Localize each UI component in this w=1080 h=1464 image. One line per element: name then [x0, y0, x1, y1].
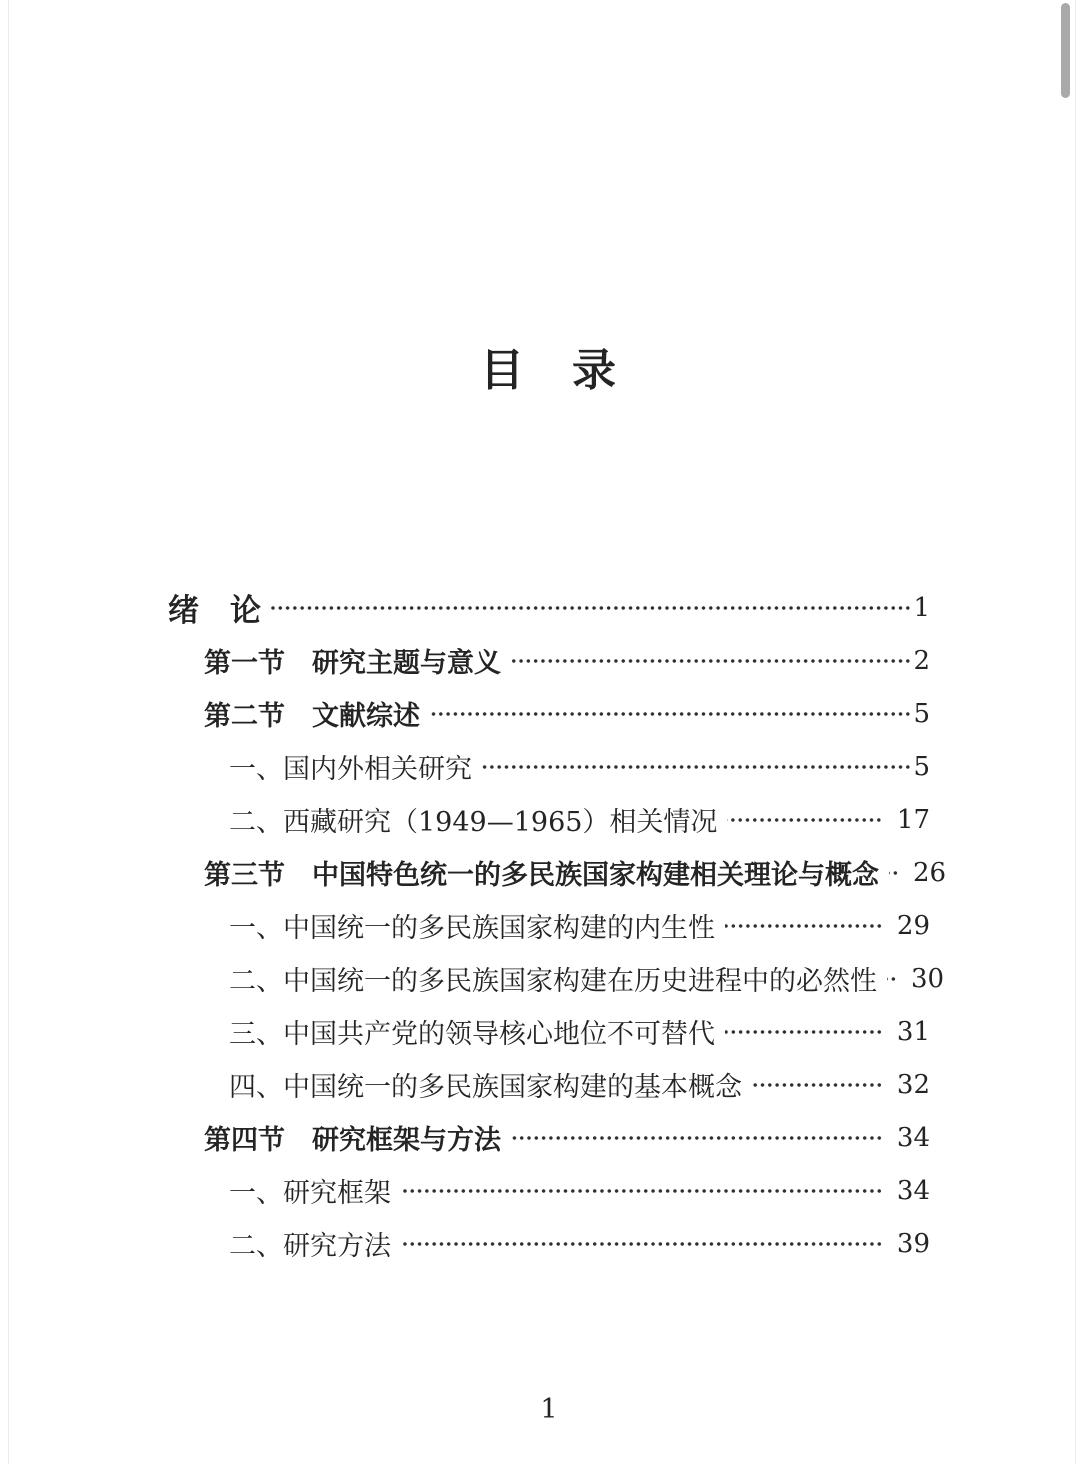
dot-leader [727, 816, 882, 824]
toc-entry-label: 二、中国统一的多民族国家构建在历史进程中的必然性 [229, 966, 877, 997]
dot-leader [511, 1134, 883, 1142]
toc-entry[interactable] [168, 899, 930, 952]
toc-entry[interactable] [168, 952, 945, 1005]
toc-entry-page-number: 5 [913, 698, 930, 729]
toc-entry-label: 一、中国统一的多民族国家构建的内生性 [229, 913, 715, 944]
toc-entry[interactable] [168, 1164, 930, 1217]
toc-entry-label: 二、研究方法 [229, 1231, 391, 1262]
toc-entry-page-number: 26 [913, 857, 947, 888]
dot-leader [511, 657, 911, 665]
toc-entry-page-number: 29 [896, 910, 930, 941]
toc-entry-label: 绪 论 [168, 593, 261, 629]
dot-leader [725, 1028, 883, 1036]
scrollbar-thumb[interactable] [1061, 3, 1070, 98]
table-of-contents [168, 581, 947, 1270]
toc-entry-label: 一、研究框架 [229, 1178, 391, 1209]
dot-leader [401, 1240, 883, 1248]
toc-entry[interactable] [168, 1217, 930, 1270]
toc-entry-page-number: 32 [896, 1069, 930, 1100]
toc-entry-page-number: 5 [913, 751, 930, 782]
page-right-edge [1075, 0, 1076, 1464]
toc-entry-page-number: 30 [911, 963, 945, 994]
toc-entry[interactable] [168, 687, 930, 740]
toc-entry[interactable] [168, 1111, 930, 1164]
page-title: 目 录 [480, 345, 618, 396]
toc-entry-label: 第一节 研究主题与意义 [204, 648, 501, 679]
dot-leader [482, 763, 911, 771]
dot-leader [725, 922, 883, 930]
toc-entry-label: 第三节 中国特色统一的多民族国家构建相关理论与概念 [204, 860, 879, 891]
toc-entry[interactable] [168, 634, 930, 687]
dot-leader [887, 975, 897, 983]
footer-page-number: 1 [540, 1394, 558, 1425]
toc-entry-label: 三、中国共产党的领导核心地位不可替代 [229, 1019, 715, 1050]
toc-entry[interactable] [168, 793, 930, 846]
toc-entry-page-number: 39 [896, 1228, 930, 1259]
toc-entry-label: 第二节 文献综述 [204, 701, 420, 732]
page-left-edge [8, 0, 9, 1464]
toc-entry[interactable] [168, 1005, 930, 1058]
toc-entry[interactable] [168, 1058, 930, 1111]
toc-entry[interactable] [168, 846, 947, 899]
dot-leader [752, 1081, 883, 1089]
toc-entry-page-number: 31 [896, 1016, 930, 1047]
dot-leader [430, 710, 911, 718]
toc-entry[interactable] [168, 581, 930, 634]
toc-entry-page-number: 17 [896, 804, 930, 835]
toc-entry-page-number: 2 [913, 645, 930, 676]
toc-entry-label: 一、国内外相关研究 [229, 754, 472, 785]
toc-entry-label: 四、中国统一的多民族国家构建的基本概念 [229, 1072, 742, 1103]
toc-entry-label: 二、西藏研究（1949—1965）相关情况 [229, 807, 718, 838]
toc-entry[interactable] [168, 740, 930, 793]
dot-leader [401, 1187, 883, 1195]
dot-leader [271, 604, 911, 612]
toc-entry-page-number: 34 [896, 1122, 930, 1153]
toc-entry-page-number: 1 [913, 592, 930, 623]
toc-entry-label: 第四节 研究框架与方法 [204, 1125, 501, 1156]
toc-entry-page-number: 34 [896, 1175, 930, 1206]
dot-leader [889, 869, 899, 877]
